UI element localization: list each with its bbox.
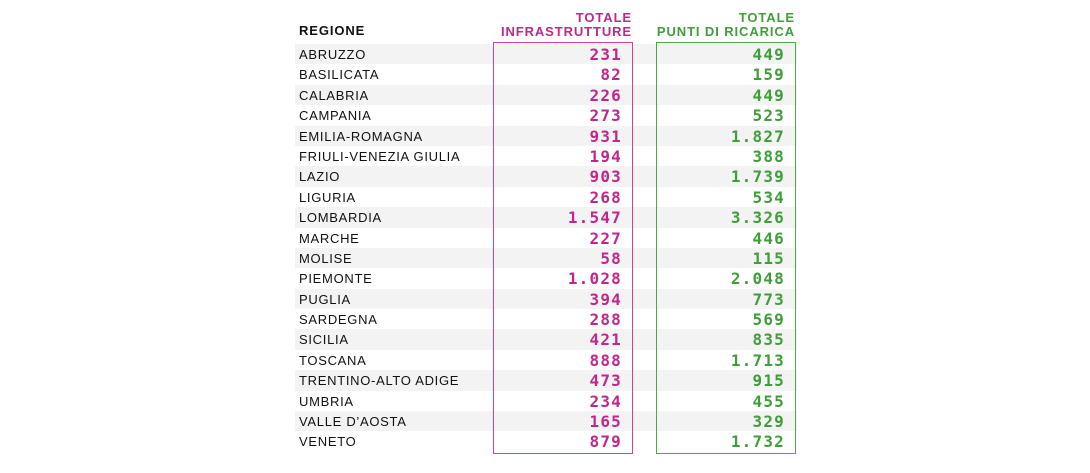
charging-points-value: 534 — [752, 187, 785, 207]
infrastructures-value: 226 — [589, 85, 622, 105]
charging-points-value: 1.827 — [730, 126, 785, 146]
region-name: EMILIA-ROMAGNA — [299, 128, 423, 144]
header-infra-line1: TOTALE — [575, 10, 632, 25]
region-name: LIGURIA — [299, 189, 356, 205]
header-punti-line2: PUNTI DI RICARICA — [656, 24, 795, 39]
region-name: BASILICATA — [299, 67, 380, 83]
region-name: SICILIA — [299, 332, 349, 348]
infrastructures-value: 394 — [589, 289, 622, 309]
header-punti-line1: TOTALE — [738, 10, 795, 25]
region-name: TOSCANA — [299, 352, 367, 368]
charging-points-value: 449 — [752, 45, 785, 64]
charging-points-value: 523 — [752, 106, 785, 126]
region-name: PUGLIA — [299, 291, 351, 307]
region-name: SARDEGNA — [299, 312, 378, 328]
infrastructures-value: 1.028 — [567, 269, 622, 289]
charging-points-value: 1.713 — [730, 350, 785, 370]
infrastructures-value: 421 — [589, 330, 622, 350]
infrastructures-value: 231 — [589, 45, 622, 64]
charging-points-value: 388 — [752, 146, 785, 166]
region-name: ABRUZZO — [299, 47, 367, 62]
charging-points-value: 1.739 — [730, 167, 785, 187]
infrastructures-value: 268 — [589, 187, 622, 207]
charging-points-value: 455 — [752, 391, 785, 411]
region-name: LAZIO — [299, 169, 341, 185]
charging-points-value: 1.732 — [730, 432, 785, 452]
header-total-infrastructures — [501, 11, 632, 39]
region-name: TRENTINO-ALTO ADIGE — [299, 373, 460, 389]
infrastructures-value: 234 — [589, 391, 622, 411]
charging-points-value: 329 — [752, 412, 785, 432]
region-name: PIEMONTE — [299, 271, 373, 287]
region-name: UMBRIA — [299, 393, 354, 409]
charging-points-column-frame — [656, 42, 796, 454]
infrastructures-value: 888 — [589, 350, 622, 370]
charging-points-value: 115 — [752, 248, 785, 268]
region-name: LOMBARDIA — [299, 210, 382, 226]
infrastructures-value: 165 — [589, 412, 622, 432]
charging-points-value: 915 — [752, 371, 785, 391]
infrastructures-value: 1.547 — [567, 208, 622, 228]
infrastructures-value: 273 — [589, 106, 622, 126]
header-region: REGIONE — [299, 23, 366, 38]
infrastructures-value: 931 — [589, 126, 622, 146]
region-name: MARCHE — [299, 230, 360, 246]
infrastructures-value: 903 — [589, 167, 622, 187]
charging-points-value: 2.048 — [730, 269, 785, 289]
region-name: VALLE D’AOSTA — [299, 414, 407, 430]
infrastructures-value: 194 — [589, 146, 622, 166]
charging-points-value: 773 — [752, 289, 785, 309]
infrastructures-value: 58 — [600, 248, 622, 268]
header-total-charging-points — [657, 11, 795, 39]
infrastructures-value: 227 — [589, 228, 622, 248]
infrastructures-value: 288 — [589, 310, 622, 330]
charging-points-value: 446 — [752, 228, 785, 248]
charging-points-value: 3.326 — [730, 208, 785, 228]
header-infra-line2: INFRASTRUTTURE — [500, 24, 632, 39]
region-name: VENETO — [299, 434, 357, 450]
region-name: MOLISE — [299, 250, 353, 266]
infrastructures-column-frame — [493, 42, 633, 454]
region-name: FRIULI-VENEZIA GIULIA — [299, 148, 461, 164]
region-name: CAMPANIA — [299, 108, 372, 124]
infrastructures-value: 473 — [589, 371, 622, 391]
region-name: CALABRIA — [299, 87, 369, 103]
charging-points-value: 569 — [752, 310, 785, 330]
infrastructures-value: 879 — [589, 432, 622, 452]
charging-points-value: 159 — [752, 65, 785, 85]
charging-points-value: 835 — [752, 330, 785, 350]
infrastructures-value: 82 — [600, 65, 622, 85]
charging-points-value: 449 — [752, 85, 785, 105]
